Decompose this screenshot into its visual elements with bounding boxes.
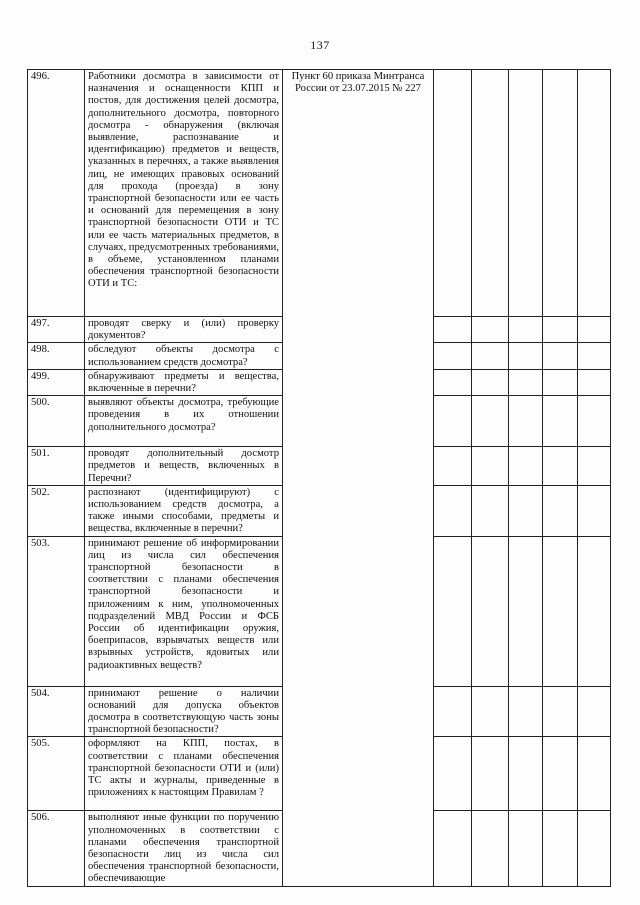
row-number: 505. — [28, 737, 85, 811]
answer-cell — [578, 369, 611, 395]
requirement-text: принимают решение об информировании лиц из числа сил обеспечения транспортной безопасности в соответствии с планами обеспечения транспортной безопасности и приложениям к ним, уполномоченных подразделений МВД России и ФСБ России об идентификации оружия, боеприпасов, взрывчатых веществ или взрывных устройств, ядовитых или радиоактивных веществ? — [85, 536, 283, 686]
answer-cell — [543, 369, 578, 395]
answer-cell — [543, 70, 578, 317]
row-number: 499. — [28, 369, 85, 395]
answer-cell — [578, 485, 611, 536]
answer-cell — [543, 317, 578, 343]
requirement-text: обнаруживают предметы и вещества, включенные в перечни? — [85, 369, 283, 395]
answer-cell — [509, 343, 543, 369]
answer-cell — [543, 343, 578, 369]
answer-cell — [434, 369, 472, 395]
answer-cell — [578, 317, 611, 343]
row-number: 500. — [28, 396, 85, 447]
requirement-text: Работники досмотра в зависимости от назначения и оснащенности КПП и постов, для достижения целей досмотра, дополнительного досмотра, повторного досмотра - обнаружения (включая выявление, распознавание и идентификацию) предметов и веществ, указанных в перечнях, а также выявления лиц, не имеющих правовых оснований для прохода (проезда) в зону транспортной безопасности или ее часть и оснований для перемещения в зону транспортной безопасности ОТИ и ТС или ее часть материальных предметов, в случаях, предусмотренных требованиями, в объеме, установленном планами обеспечения транспортной безопасности ОТИ и ТС: — [85, 70, 283, 317]
answer-cell — [509, 369, 543, 395]
answer-cell — [472, 369, 509, 395]
answer-cell — [472, 737, 509, 811]
table-row — [28, 70, 611, 317]
answer-cell — [434, 396, 472, 447]
requirement-text: выявляют объекты досмотра, требующие проведения в их отношении дополнительного досмотра? — [85, 396, 283, 447]
answer-cell — [578, 686, 611, 737]
requirement-text: принимают решение о наличии оснований для допуска объектов досмотра в соответствующую часть зоны транспортной безопасности? — [85, 686, 283, 737]
answer-cell — [543, 686, 578, 737]
answer-cell — [434, 485, 472, 536]
row-number: 502. — [28, 485, 85, 536]
answer-cell — [509, 737, 543, 811]
answer-cell — [434, 811, 472, 886]
answer-cell — [472, 485, 509, 536]
answer-cell — [543, 811, 578, 886]
row-number: 498. — [28, 343, 85, 369]
answer-cell — [578, 396, 611, 447]
answer-cell — [578, 536, 611, 686]
answer-cell — [434, 317, 472, 343]
answer-cell — [509, 396, 543, 447]
answer-cell — [434, 70, 472, 317]
answer-cell — [578, 343, 611, 369]
requirement-text: проводят дополнительный досмотр предметов и веществ, включенных в Перечни? — [85, 447, 283, 486]
answer-cell — [578, 70, 611, 317]
answer-cell — [434, 686, 472, 737]
legal-reference: Пункт 60 приказа Минтранса России от 23.07.2015 № 227 — [283, 70, 434, 887]
answer-cell — [434, 737, 472, 811]
answer-cell — [509, 686, 543, 737]
answer-cell — [543, 396, 578, 447]
answer-cell — [509, 70, 543, 317]
answer-cell — [509, 811, 543, 886]
answer-cell — [472, 70, 509, 317]
answer-cell — [543, 447, 578, 486]
answer-cell — [509, 485, 543, 536]
requirement-text: оформляют на КПП, постах, в соответствии с планами обеспечения транспортной безопасности ОТИ и (или) ТС акты и журналы, приведенные в приложениях к настоящим Правилам ? — [85, 737, 283, 811]
answer-cell — [434, 447, 472, 486]
answer-cell — [434, 536, 472, 686]
page-number: 137 — [310, 38, 330, 52]
answer-cell — [543, 536, 578, 686]
answer-cell — [578, 811, 611, 886]
answer-cell — [509, 447, 543, 486]
answer-cell — [472, 396, 509, 447]
answer-cell — [509, 317, 543, 343]
answer-cell — [472, 343, 509, 369]
row-number: 504. — [28, 686, 85, 737]
answer-cell — [472, 447, 509, 486]
requirement-text: распознают (идентифицируют) с использованием средств досмотра, а также иными способами, предметы и вещества, включенные в перечни? — [85, 485, 283, 536]
checklist-table — [27, 69, 611, 887]
row-number: 503. — [28, 536, 85, 686]
requirement-text: выполняют иные функции по поручению уполномоченных в соответствии с планами обеспечения транспортной безопасности лиц из числа сил обеспечения транспортной безопасности, обеспечивающие — [85, 811, 283, 886]
answer-cell — [543, 485, 578, 536]
answer-cell — [472, 686, 509, 737]
answer-cell — [472, 536, 509, 686]
answer-cell — [578, 447, 611, 486]
requirement-text: обследуют объекты досмотра с использованием средств досмотра? — [85, 343, 283, 369]
row-number: 501. — [28, 447, 85, 486]
answer-cell — [509, 536, 543, 686]
answer-cell — [472, 317, 509, 343]
answer-cell — [543, 737, 578, 811]
row-number: 506. — [28, 811, 85, 886]
answer-cell — [578, 737, 611, 811]
requirement-text: проводят сверку и (или) проверку документов? — [85, 317, 283, 343]
answer-cell — [472, 811, 509, 886]
row-number: 497. — [28, 317, 85, 343]
answer-cell — [434, 343, 472, 369]
row-number: 496. — [28, 70, 85, 317]
